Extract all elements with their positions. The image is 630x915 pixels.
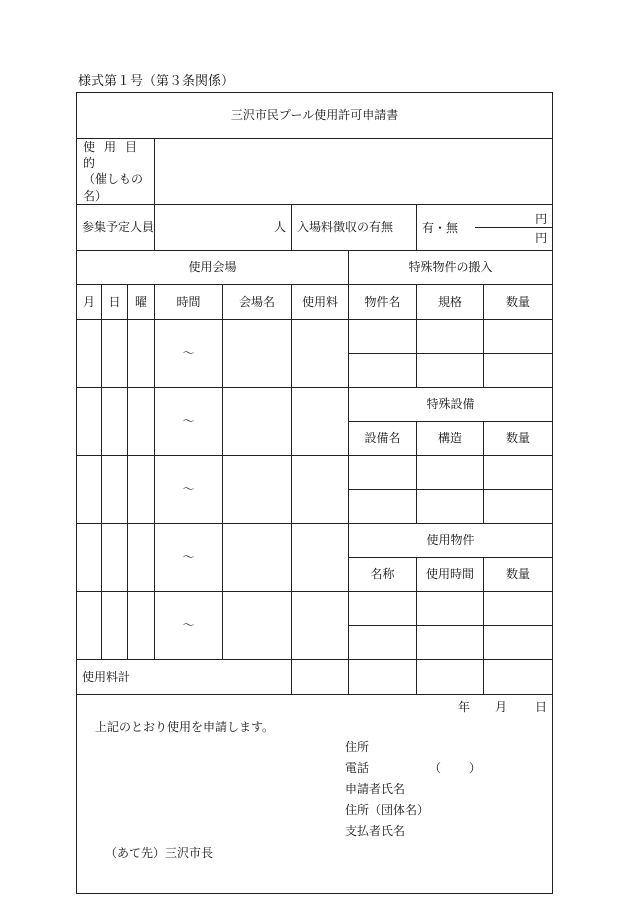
venue-row-1-name[interactable]	[223, 319, 292, 387]
special-equipment-header: 特殊設備	[349, 387, 553, 421]
venue-row-2-weekday[interactable]	[128, 387, 155, 455]
purpose-label-line2: （催しもの名）	[83, 172, 144, 203]
col-venue-name: 会場名	[223, 284, 292, 319]
venue-row-2-fee[interactable]	[292, 387, 349, 455]
venue-row-1-weekday[interactable]	[128, 319, 155, 387]
admission-option: 有・無	[422, 221, 459, 236]
col-item-qty: 数量	[484, 284, 553, 319]
venue-row-2-day[interactable]	[102, 387, 128, 455]
col-use-item-time: 使用時間	[417, 557, 484, 591]
col-equipment-qty: 数量	[484, 421, 553, 455]
participants-field[interactable]	[155, 204, 292, 250]
use-item-1-qty[interactable]	[484, 591, 553, 625]
special-item-2-qty[interactable]	[484, 353, 553, 387]
applicant-name-label: 申請者氏名	[345, 781, 406, 796]
equipment-1-structure[interactable]	[417, 455, 484, 489]
col-item-spec: 規格	[417, 284, 484, 319]
address-label: 住所	[345, 739, 370, 754]
col-day: 日	[102, 284, 128, 319]
admission-yen-1: 円	[535, 212, 548, 227]
admission-divider	[475, 227, 552, 228]
venue-row-3-weekday[interactable]	[128, 455, 155, 523]
total-extra-2[interactable]	[417, 659, 484, 694]
equipment-2-name[interactable]	[349, 489, 417, 523]
total-extra-3[interactable]	[484, 659, 553, 694]
venue-row-3-fee[interactable]	[292, 455, 349, 523]
venue-row-4-day[interactable]	[102, 523, 128, 591]
use-item-1-time[interactable]	[417, 591, 484, 625]
venue-row-2-time[interactable]: ～	[155, 387, 223, 455]
venue-row-5-time[interactable]: ～	[155, 591, 223, 659]
special-item-1-name[interactable]	[349, 319, 417, 353]
venue-row-4-time[interactable]: ～	[155, 523, 223, 591]
venue-row-4-month[interactable]	[77, 523, 102, 591]
venue-row-3-month[interactable]	[77, 455, 102, 523]
venue-row-5-fee[interactable]	[292, 591, 349, 659]
total-fee-label: 使用料計	[77, 659, 292, 694]
form-title: 三沢市民プール使用許可申請書	[77, 93, 553, 139]
group-address-label: 住所（団体名）	[345, 802, 430, 817]
participants-unit: 人	[273, 220, 286, 235]
use-item-1-name[interactable]	[349, 591, 417, 625]
special-items-header: 特殊物件の搬入	[349, 250, 553, 284]
equipment-2-qty[interactable]	[484, 489, 553, 523]
use-item-2-qty[interactable]	[484, 625, 553, 659]
purpose-label	[77, 139, 155, 205]
equipment-1-qty[interactable]	[484, 455, 553, 489]
purpose-field[interactable]	[155, 139, 553, 205]
venue-row-1-day[interactable]	[102, 319, 128, 387]
application-section	[77, 694, 553, 893]
date-month: 月	[495, 699, 508, 714]
phone-label: 電話	[345, 760, 370, 775]
special-item-2-name[interactable]	[349, 353, 417, 387]
use-item-2-time[interactable]	[417, 625, 484, 659]
venue-row-5-month[interactable]	[77, 591, 102, 659]
venue-row-3-day[interactable]	[102, 455, 128, 523]
admission-field[interactable]	[417, 204, 553, 250]
special-item-1-spec[interactable]	[417, 319, 484, 353]
venue-row-1-fee[interactable]	[292, 319, 349, 387]
special-item-2-spec[interactable]	[417, 353, 484, 387]
addressee: （あて先）三沢市長	[105, 845, 214, 860]
equipment-1-name[interactable]	[349, 455, 417, 489]
col-weekday: 曜	[128, 284, 155, 319]
use-items-header: 使用物件	[349, 523, 553, 557]
col-time: 時間	[155, 284, 223, 319]
venue-row-2-name[interactable]	[223, 387, 292, 455]
venue-row-1-month[interactable]	[77, 319, 102, 387]
venue-row-2-month[interactable]	[77, 387, 102, 455]
phone-paren-close: ）	[469, 760, 482, 775]
col-month: 月	[77, 284, 102, 319]
col-use-item-qty: 数量	[484, 557, 553, 591]
venue-row-3-name[interactable]	[223, 455, 292, 523]
venue-row-3-time[interactable]: ～	[155, 455, 223, 523]
use-item-2-name[interactable]	[349, 625, 417, 659]
purpose-label-line1: 使用目的	[83, 140, 147, 171]
venue-row-5-weekday[interactable]	[128, 591, 155, 659]
special-item-1-qty[interactable]	[484, 319, 553, 353]
admission-label: 入場料徴収の有無	[292, 204, 417, 250]
admission-yen-2: 円	[535, 231, 548, 246]
application-statement: 上記のとおり使用を申請します。	[95, 719, 275, 734]
form-number-label: 様式第１号（第３条関係）	[78, 74, 235, 89]
col-item-name: 物件名	[349, 284, 417, 319]
phone-paren-open: （	[429, 760, 442, 775]
equipment-2-structure[interactable]	[417, 489, 484, 523]
venue-row-5-day[interactable]	[102, 591, 128, 659]
total-extra-1[interactable]	[349, 659, 417, 694]
venue-row-5-name[interactable]	[223, 591, 292, 659]
venue-header: 使用会場	[77, 250, 349, 284]
col-use-item-name: 名称	[349, 557, 417, 591]
total-fee-field[interactable]	[292, 659, 349, 694]
col-fee: 使用料	[292, 284, 349, 319]
venue-row-4-name[interactable]	[223, 523, 292, 591]
venue-row-4-weekday[interactable]	[128, 523, 155, 591]
venue-row-4-fee[interactable]	[292, 523, 349, 591]
date-year: 年	[458, 699, 471, 714]
venue-row-1-time[interactable]: ～	[155, 319, 223, 387]
col-equipment-structure: 構造	[417, 421, 484, 455]
col-equipment-name: 設備名	[349, 421, 417, 455]
payer-name-label: 支払者氏名	[345, 823, 406, 838]
application-form-table	[76, 92, 553, 894]
participants-label: 参集予定人員	[77, 204, 155, 250]
date-day: 日	[535, 699, 548, 714]
